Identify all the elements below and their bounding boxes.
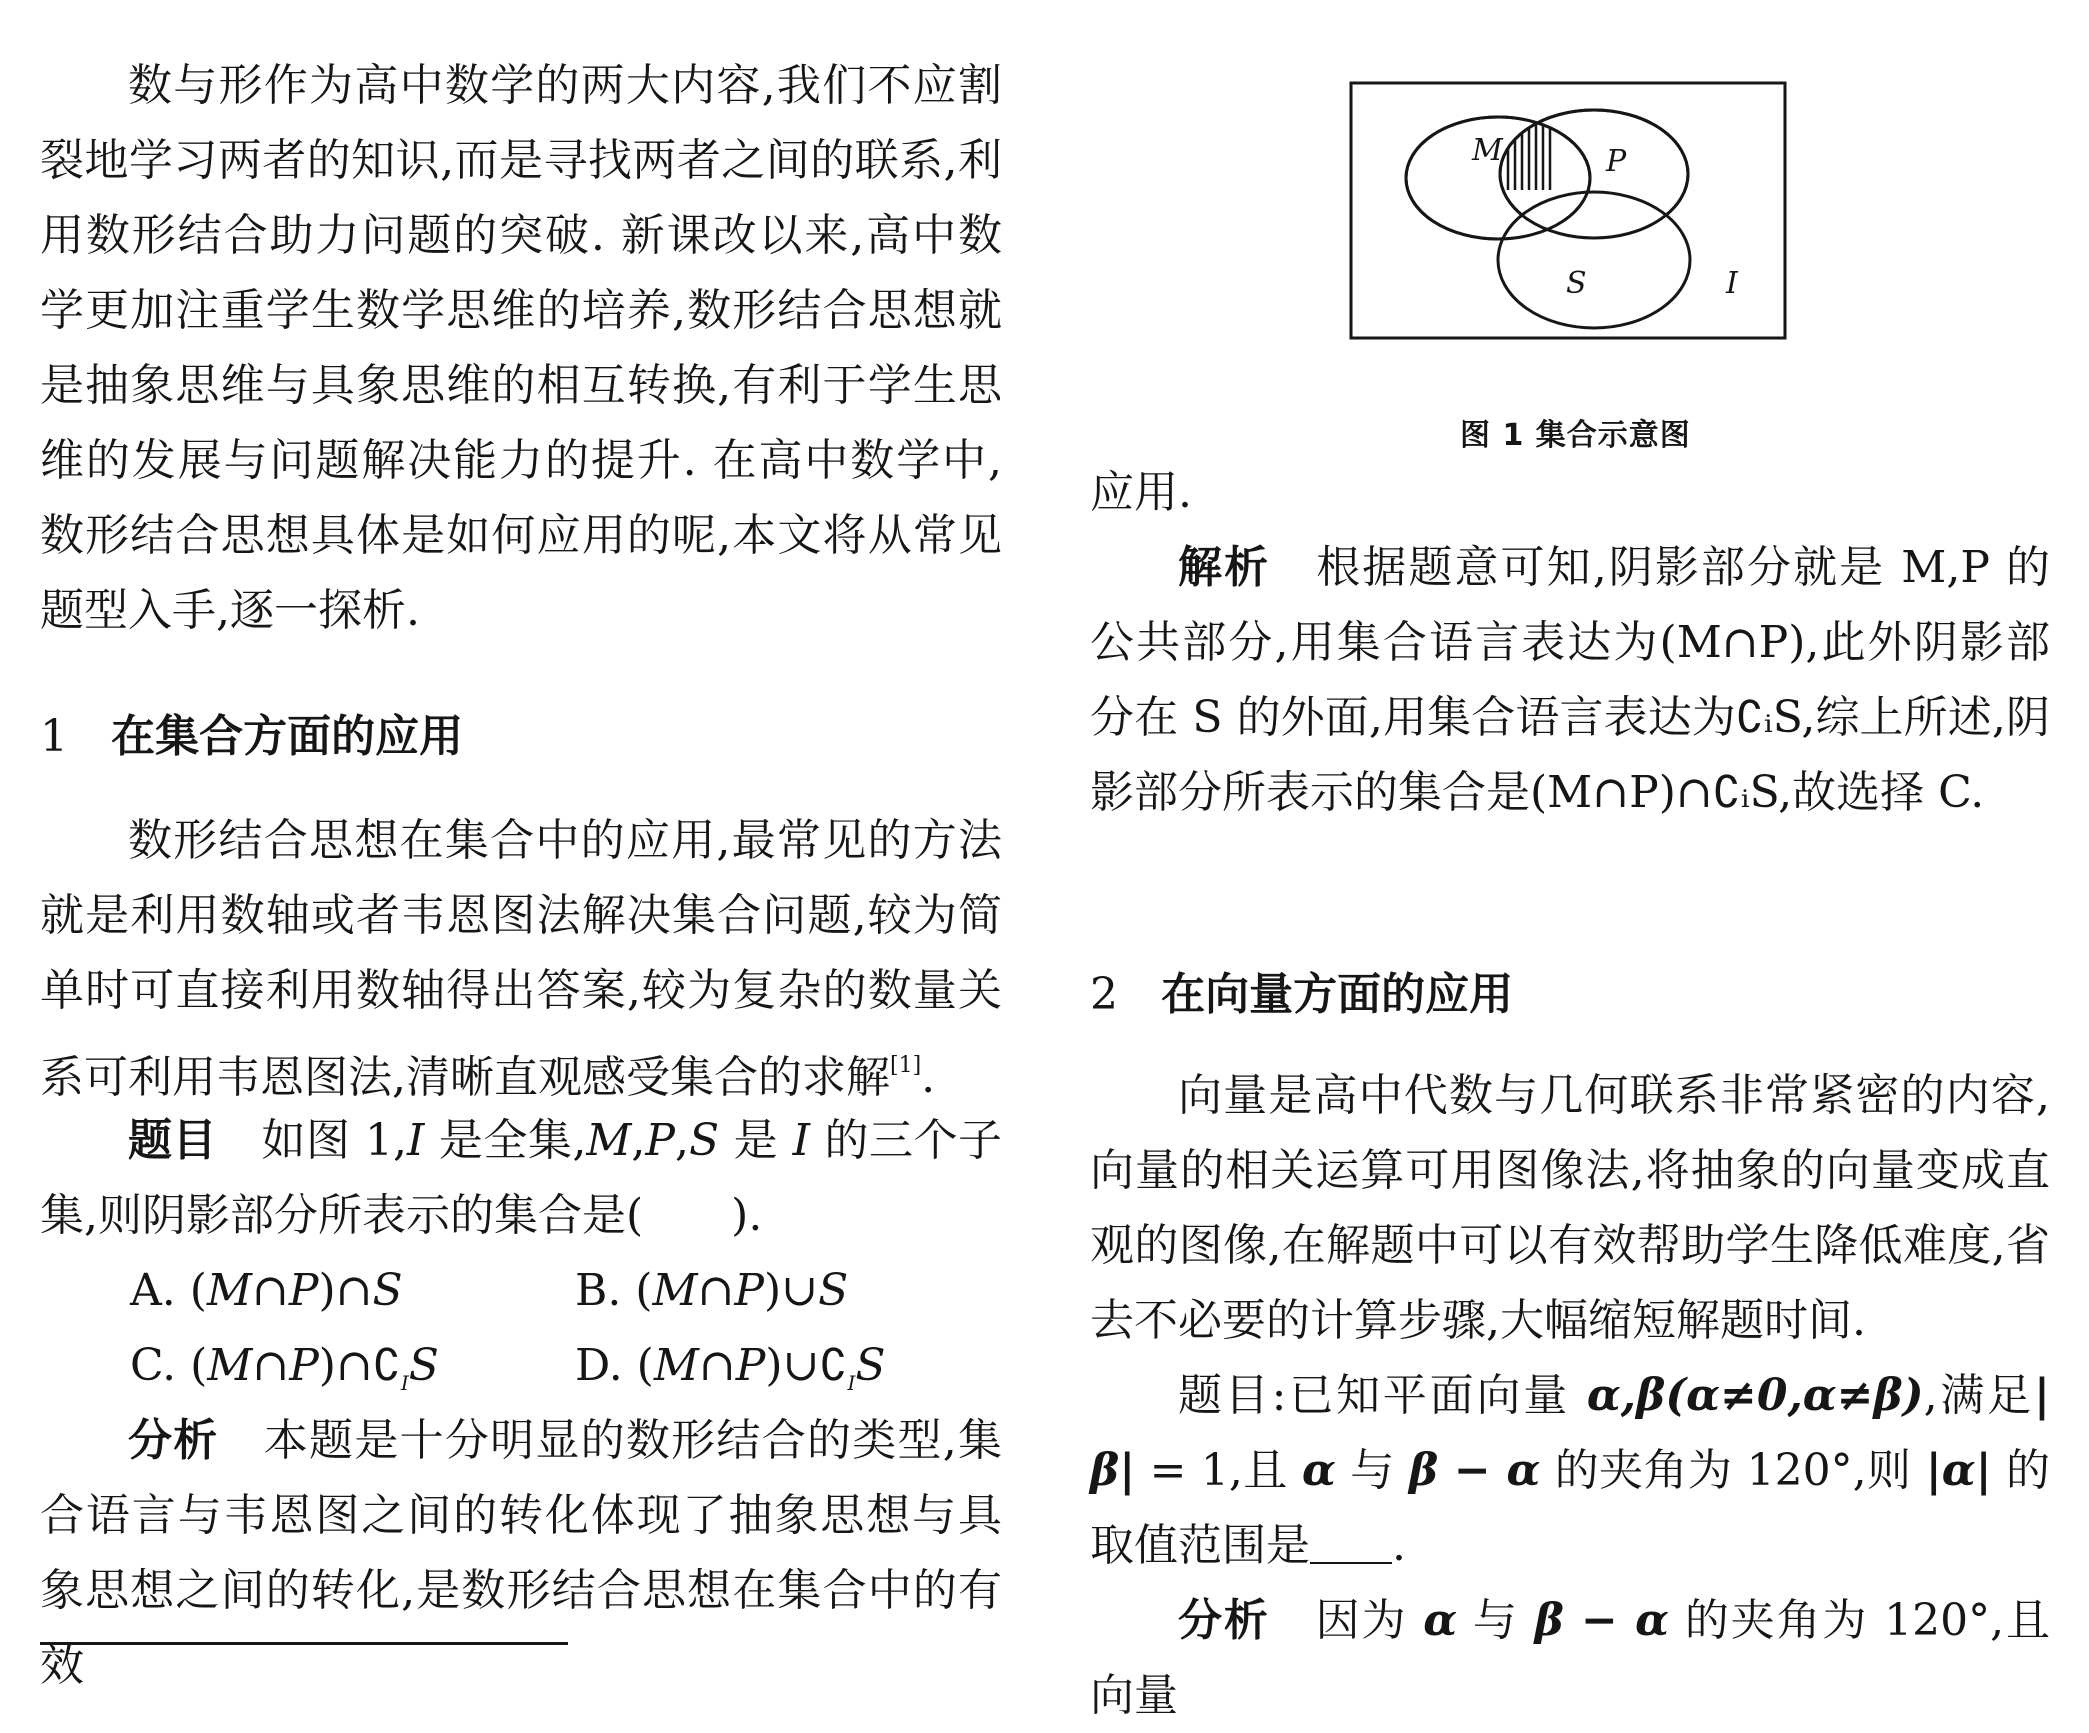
label-p: P (1606, 144, 1627, 179)
label-s: S (1566, 266, 1587, 301)
problem-1-text-k: 的三个子集,则阴影部分所表示的集合是( ). (40, 1115, 1002, 1241)
figure-caption: 图 1 集合示意图 (1460, 418, 1691, 453)
option-c: C. $(M\cap P)\cap∁_IS$ (130, 1340, 439, 1395)
analysis-2-text-c: 与 (1457, 1595, 1535, 1646)
problem-1-var-s: S (689, 1115, 720, 1166)
option-d: D. $(M\cap P)\cup∁_IS$ (575, 1340, 886, 1395)
problem-1-text-a: 如图 1, (261, 1115, 407, 1166)
problem-1-var-p: P (645, 1115, 675, 1166)
problem-1-label: 题目 (128, 1115, 217, 1166)
analysis-2-alpha: α (1423, 1595, 1458, 1646)
section-1-title: 在集合方面的应用 (111, 711, 464, 762)
solution-label: 解析 (1178, 542, 1271, 593)
solution-text: 根据题意可知,阴影部分就是 M,P 的公共部分,用集合语言表达为(M∩P),此外阴影部分在 S 的外面,用集合语言表达为∁ᵢS,综上所述,阴影部分所表示的集合是(M∩P)∩∁ᵢS,故选择 C. (1090, 542, 2050, 818)
problem-1-var-m: M (586, 1115, 632, 1166)
section-2-number: 2 (1090, 969, 1118, 1020)
analysis-1-text: 本题是十分明显的数形结合的类型,集合语言与韦恩图之间的转化体现了抽象思想与具象思想之间的转化,是数形结合思想在集合中的有效 (40, 1415, 1002, 1691)
section-1-heading (40, 700, 463, 764)
venn-diagram (1348, 80, 1788, 344)
venn-figure (1348, 80, 1788, 348)
problem-1-paragraph (40, 1103, 1002, 1253)
analysis-2-text-a: 因为 (1315, 1595, 1424, 1646)
problem-2-vectors: α,β(α≠0,α≠β) (1586, 1370, 1924, 1421)
continuation-text: 应用. (1090, 467, 1192, 518)
problem-2-paragraph (1090, 1358, 2050, 1583)
problem-2-alpha: α (1301, 1445, 1336, 1496)
set-s-ellipse (1498, 192, 1690, 328)
problem-1-text-i: 是 (719, 1115, 793, 1166)
intro-paragraph: 数与形作为高中数学的两大内容,我们不应割裂地学习两者的知识,而是寻找两者之间的联系,利用数形结合助力问题的突破. 新课改以来,高中数学更加注重学生数学思维的培养,数形结合思想就是抽象思维与具象思维的相互转换,有利于学生思维的发展与问题解决能力的提升. 在高中数学中,数形结合思想具体是如何应用的呢,本文将从常见题型入手,逐一探析. (40, 60, 1003, 636)
label-i: I (1726, 266, 1738, 301)
problem-1-comma-1: , (631, 1115, 646, 1166)
section-1-text: 数形结合思想在集合中的应用,最常见的方法就是利用数轴或者韦恩图法解决集合问题,较为简单时可直接利用数轴得出答案,较为复杂的数量关系可利用韦恩图法,清晰直观感受集合的求解 (40, 815, 1002, 1103)
analysis-1-label: 分析 (128, 1415, 219, 1466)
problem-2-period: . (1392, 1520, 1406, 1571)
problem-2-beta-minus-alpha: β − α (1408, 1445, 1541, 1496)
citation-1: [1] (890, 1053, 922, 1078)
option-a: A. (M∩P)∩S (130, 1265, 403, 1316)
problem-2-text-i: 的夹角为 120°,则 (1540, 1445, 1926, 1496)
problem-1-var-i: I (406, 1115, 425, 1166)
label-m: M (1472, 133, 1503, 168)
section-1-paragraph (40, 803, 1002, 1115)
analysis-2-text-e: 的夹角为 120°,且向量 (1090, 1595, 2050, 1721)
problem-2-text-k: 的取值范围是 (1090, 1445, 2050, 1571)
section-2-heading (1090, 958, 1513, 1022)
problem-1-text-c: 是全集, (424, 1115, 587, 1166)
problem-2-norm-alpha: |α| (1925, 1445, 1992, 1496)
problem-2-text-g: 与 (1335, 1445, 1409, 1496)
answer-blank (1310, 1528, 1392, 1564)
option-b: B. (M∩P)∪S (575, 1265, 849, 1316)
section-1-end: . (921, 1052, 936, 1103)
problem-2-text-a: 题目:已知平面向量 (1178, 1370, 1587, 1421)
analysis-2-label: 分析 (1178, 1595, 1270, 1646)
section-1-number: 1 (40, 711, 68, 762)
problem-2-text-e: = 1,且 (1135, 1445, 1302, 1496)
analysis-2-paragraph (1090, 1583, 2050, 1733)
solution-paragraph (1090, 530, 2050, 830)
problem-2-text-c: ,满足 (1923, 1370, 2034, 1421)
analysis-1-paragraph (40, 1403, 1002, 1703)
footnote-rule (40, 1642, 568, 1645)
section-2-title: 在向量方面的应用 (1161, 969, 1514, 1020)
problem-1-var-i2: I (792, 1115, 811, 1166)
analysis-2-beta-minus-alpha: β − α (1534, 1595, 1669, 1646)
problem-2-norm-beta: |β| (1090, 1370, 2050, 1496)
problem-1-comma-2: , (675, 1115, 689, 1166)
section-2-paragraph: 向量是高中代数与几何联系非常紧密的内容,向量的相关运算可用图像法,将抽象的向量变成直观的图像,在解题中可以有效帮助学生降低难度,省去不必要的计算步骤,大幅缩短解题时间. (1090, 1070, 2050, 1346)
